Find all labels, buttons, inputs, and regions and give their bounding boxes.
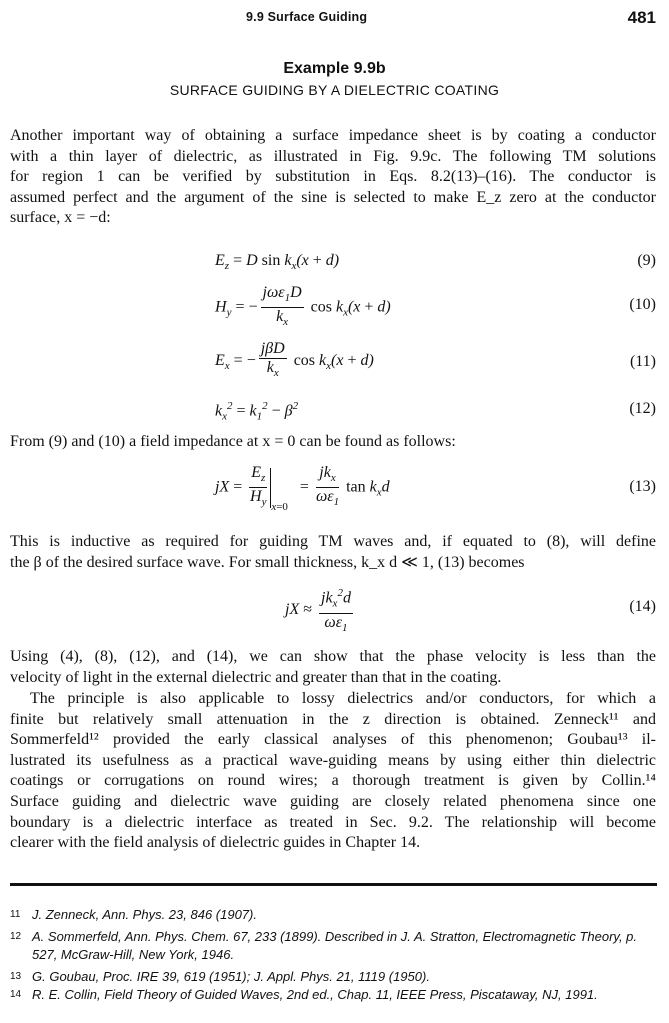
equation-body: jX ≈ $\frac{jk_x^2d}{\omega\varepsilon_1}$: [285, 584, 356, 637]
footnote-14: [10, 986, 660, 1004]
equation-body: jX = $\frac{E_z}{H_y}$ $_{x=0}$ = $\frac{jk_x}{\omega\varepsilon_1}$ $\tan k_xd$: [215, 464, 390, 513]
text-line: velocity of light in the external dielectric and greater than that in the coating.: [10, 668, 502, 686]
footnote-text: J. Zenneck, Ann. Phys. 23, 846 (1907).: [32, 907, 257, 922]
footnote-mark: 12: [10, 931, 22, 942]
text-line: boundary is a dielectric interface as treated in Sec. 9.2. The relationship will become: [10, 813, 656, 831]
paragraph-intro: [10, 126, 656, 229]
text-line: The principle is also applicable to lossy dielectrics and/or conductors, for which a: [30, 690, 656, 707]
equation-number: (12): [629, 400, 656, 417]
example-subtitle: SURFACE GUIDING BY A DIELECTRIC COATING: [169, 82, 500, 98]
equation-13: [0, 464, 669, 514]
footnote-text: R. E. Collin, Field Theory of Guided Waves, 2nd ed., Chap. 11, IEEE Press, Piscataway, NJ, 1991.: [32, 987, 598, 1002]
text-line: with a thin layer of dielectric, as illustrated in Fig. 9.9c. The following TM solutions: [10, 147, 656, 165]
text-line: Surface guiding and dielectric wave guiding are closely related phenomena since one: [10, 792, 656, 810]
text-line: Another important way of obtaining a surface impedance sheet is by coating a conductor: [10, 127, 656, 144]
paragraph-phase-velocity: [10, 647, 656, 688]
text-line: lustrated its usefulness as a practical wave-guiding means by using either thin dielectric: [10, 751, 656, 769]
equation-number: (13): [629, 478, 656, 495]
text-line: surface, x = −d:: [10, 209, 111, 227]
text-line: assumed perfect and the argument of the sine is selected to make E_z zero at the conductor: [10, 188, 656, 206]
text-line: finite but relatively small attenuation in the z direction is obtained. Zenneck¹¹ and: [10, 710, 656, 728]
paragraph-principle: [10, 689, 656, 854]
paragraph-inductive: [10, 532, 656, 573]
text-line: Using (4), (8), (12), and (14), we can show that the phase velocity is less than the: [10, 648, 656, 665]
text-line: coatings or corrugations on round wires; a thorough treatment is given by Collin.¹⁴: [10, 772, 656, 790]
equation-number: (11): [629, 353, 656, 370]
equation-body: $H_y$ = − $\frac{j\omega\varepsilon_1D}{k_x}$ $\cos k_x(x + d)$: [215, 284, 391, 329]
footnote-mark: 11: [10, 909, 21, 920]
page-number: 481: [627, 8, 656, 27]
equation-body: $k_x^2 = k_1^2 - \beta^2$: [215, 400, 299, 423]
equation-body: $E_x$ = − $\frac{\text{jβD}}{k_x}$ $\cos k_x(x + d)$: [215, 340, 374, 380]
text-line: From (9) and (10) a field impedance at x = 0 can be found as follows:: [10, 433, 456, 450]
text-line: This is inductive as required for guiding TM waves and, if equated to (8), will define: [10, 533, 656, 550]
footnote-mark: 13: [10, 971, 22, 982]
text-line: for region 1 can be verified by substitution in Eqs. 8.2(13)–(16). The conductor is: [10, 168, 656, 186]
text-line: clearer with the field analysis of dielectric guides in Chapter 14.: [10, 834, 421, 852]
text-line: Sommerfeld¹² provided the early classical analyses of this phenomenon; Goubau¹³ il-: [10, 731, 656, 749]
footnote-rule: [10, 883, 657, 886]
footnote-text: A. Sommerfeld, Ann. Phys. Chem. 67, 233 (1899). Described in J. A. Stratton, Electromagnetic Theory, p. 527, McGraw-Hill, New York, 1946.: [32, 929, 638, 962]
equation-body: $E_z = D$ $\sin k_x(x + d)$: [215, 252, 340, 273]
paragraph-impedance: [10, 432, 656, 453]
equation-number: (14): [629, 598, 656, 615]
footnote-mark: 14: [10, 989, 22, 1000]
equation-number: (10): [629, 296, 656, 313]
footnote-text: G. Goubau, Proc. IRE 39, 619 (1951); J. Appl. Phys. 21, 1119 (1950).: [32, 969, 430, 984]
footnote-11: [10, 906, 660, 924]
equation-11: [0, 340, 669, 386]
section-title: 9.9 Surface Guiding: [246, 10, 368, 24]
equation-14: [0, 584, 669, 634]
text-line: the β of the desired surface wave. For small thickness, k_x d ≪ 1, (13) becomes: [10, 553, 525, 571]
equation-10: [0, 284, 669, 330]
equation-number: (9): [637, 252, 656, 269]
footnote-12: [10, 928, 660, 964]
footnote-13: [10, 968, 660, 986]
running-header: [0, 8, 669, 30]
example-title: Example 9.9b: [283, 60, 386, 77]
